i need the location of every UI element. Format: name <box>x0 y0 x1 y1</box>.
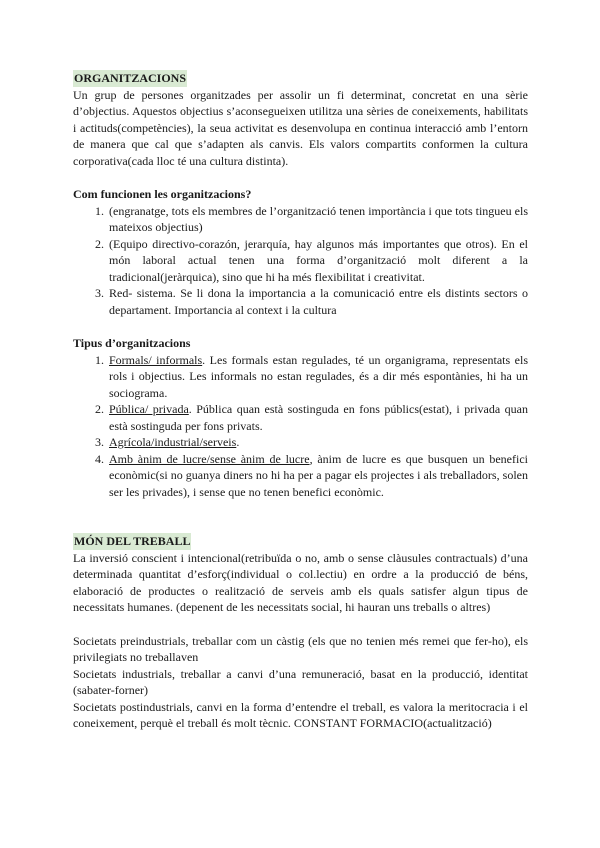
subheading-how-organizations-work: Com funcionen les organitzacions? <box>73 187 252 201</box>
society-paragraph: Societats preindustrials, treballar com un càstig (els que no tenien més remei que fer-ho), els privilegiats no treballaven <box>73 633 528 664</box>
list-item: 2. (Equipo directivo-corazón, jerarquía, hay algunos más importantes que otros). En el món laboral actual tenen una forma d’organització molt diferent a la tradicional(jeràrquica), sino que hi ha més flexibilitat i creativitat. <box>107 236 528 286</box>
spacer <box>73 500 528 533</box>
list-item <box>107 352 528 402</box>
type-term: Amb ànim de lucre/sense ànim de lucre <box>109 451 310 466</box>
section-organitzacions <box>73 70 528 500</box>
section-heading-organitzacions: ORGANITZACIONS <box>74 71 187 85</box>
list-item <box>107 434 528 451</box>
subheading-organization-types: Tipus d’organitzacions <box>73 336 191 350</box>
type-description: . Pública quan està sostinguda en fons públics(estat), i privada quan està sostinguda per fons privats. <box>109 402 529 433</box>
organitzacions-intro: Un grup de persones organitzades per assolir un fi determinat, concretat en una sèrie d’objectius. Aquestos objectius s’aconsegueixen utilitza una sèries de coneixements, habilitats i actituds(competències), la seua activitat es desenvolupa en continua interacció amb l’entorn de manera que cal que s’adapten als canvis. Els valors compartits conformen la cultura corporativa(cada lloc té una cultura distinta). <box>73 87 528 168</box>
type-description: . <box>236 435 240 449</box>
section-heading-mon-del-treball: MÓN DEL TREBALL <box>74 534 191 548</box>
society-paragraph: Societats postindustrials, canvi en la forma d’entendre el treball, es valora la meritocracia i el coneixement, perquè el treball és molt tècnic. CONSTANT FORMACIO(actualització) <box>73 699 528 730</box>
organization-types-list <box>73 352 528 501</box>
society-paragraph: Societats industrials, treballar a canvi d’una remuneració, basat en la producció, identitat (sabater-forner) <box>73 666 528 697</box>
list-item <box>107 401 528 434</box>
list-item: 1. (engranatge, tots els membres de l’organització tenen importància i que tots tingueu els mateixos objectius) <box>107 203 528 236</box>
spacer <box>73 616 528 633</box>
type-description: , ànim de lucre es que busquen un benefici econòmic(si no guanya diners no hi ha per a pagar els projectes i als treballadors, solen ser les privades), i sense que no tenen benefici econòmic. <box>109 451 528 499</box>
list-item <box>107 451 528 501</box>
type-term: Pública/ privada <box>109 402 189 416</box>
type-term: Formals/ informals <box>109 352 203 367</box>
section-mon-del-treball <box>73 533 528 732</box>
spacer <box>73 169 528 186</box>
mon-del-treball-intro: La inversió conscient i intencional(retribuïda o no, amb o sense clàusules contractuals) d’una determinada quantitat d’esforç(individual o col.lectiu) en ordre a la producció de béns, elaboració de productes o realització de serveis amb els quals satisfer algun tipus de necessitats humanes. (depenent de les necessitats social, hi hauran uns treballs o altres) <box>73 550 528 614</box>
type-description: . Les formals estan regulades, té un organigrama, representats els rols i objectius. Les informals no estan regulades, és a dir més espontànies, hi ha un sociograma. <box>109 352 528 400</box>
how-organizations-list <box>73 203 528 319</box>
spacer <box>73 318 528 335</box>
document-page <box>73 70 528 732</box>
list-item: 3. Red- sistema. Se li dona la importancia a la comunicació entre els distints sectors o departament. Importancia al context i la cultura <box>107 285 528 318</box>
type-term: Agrícola/industrial/serveis <box>109 435 237 449</box>
